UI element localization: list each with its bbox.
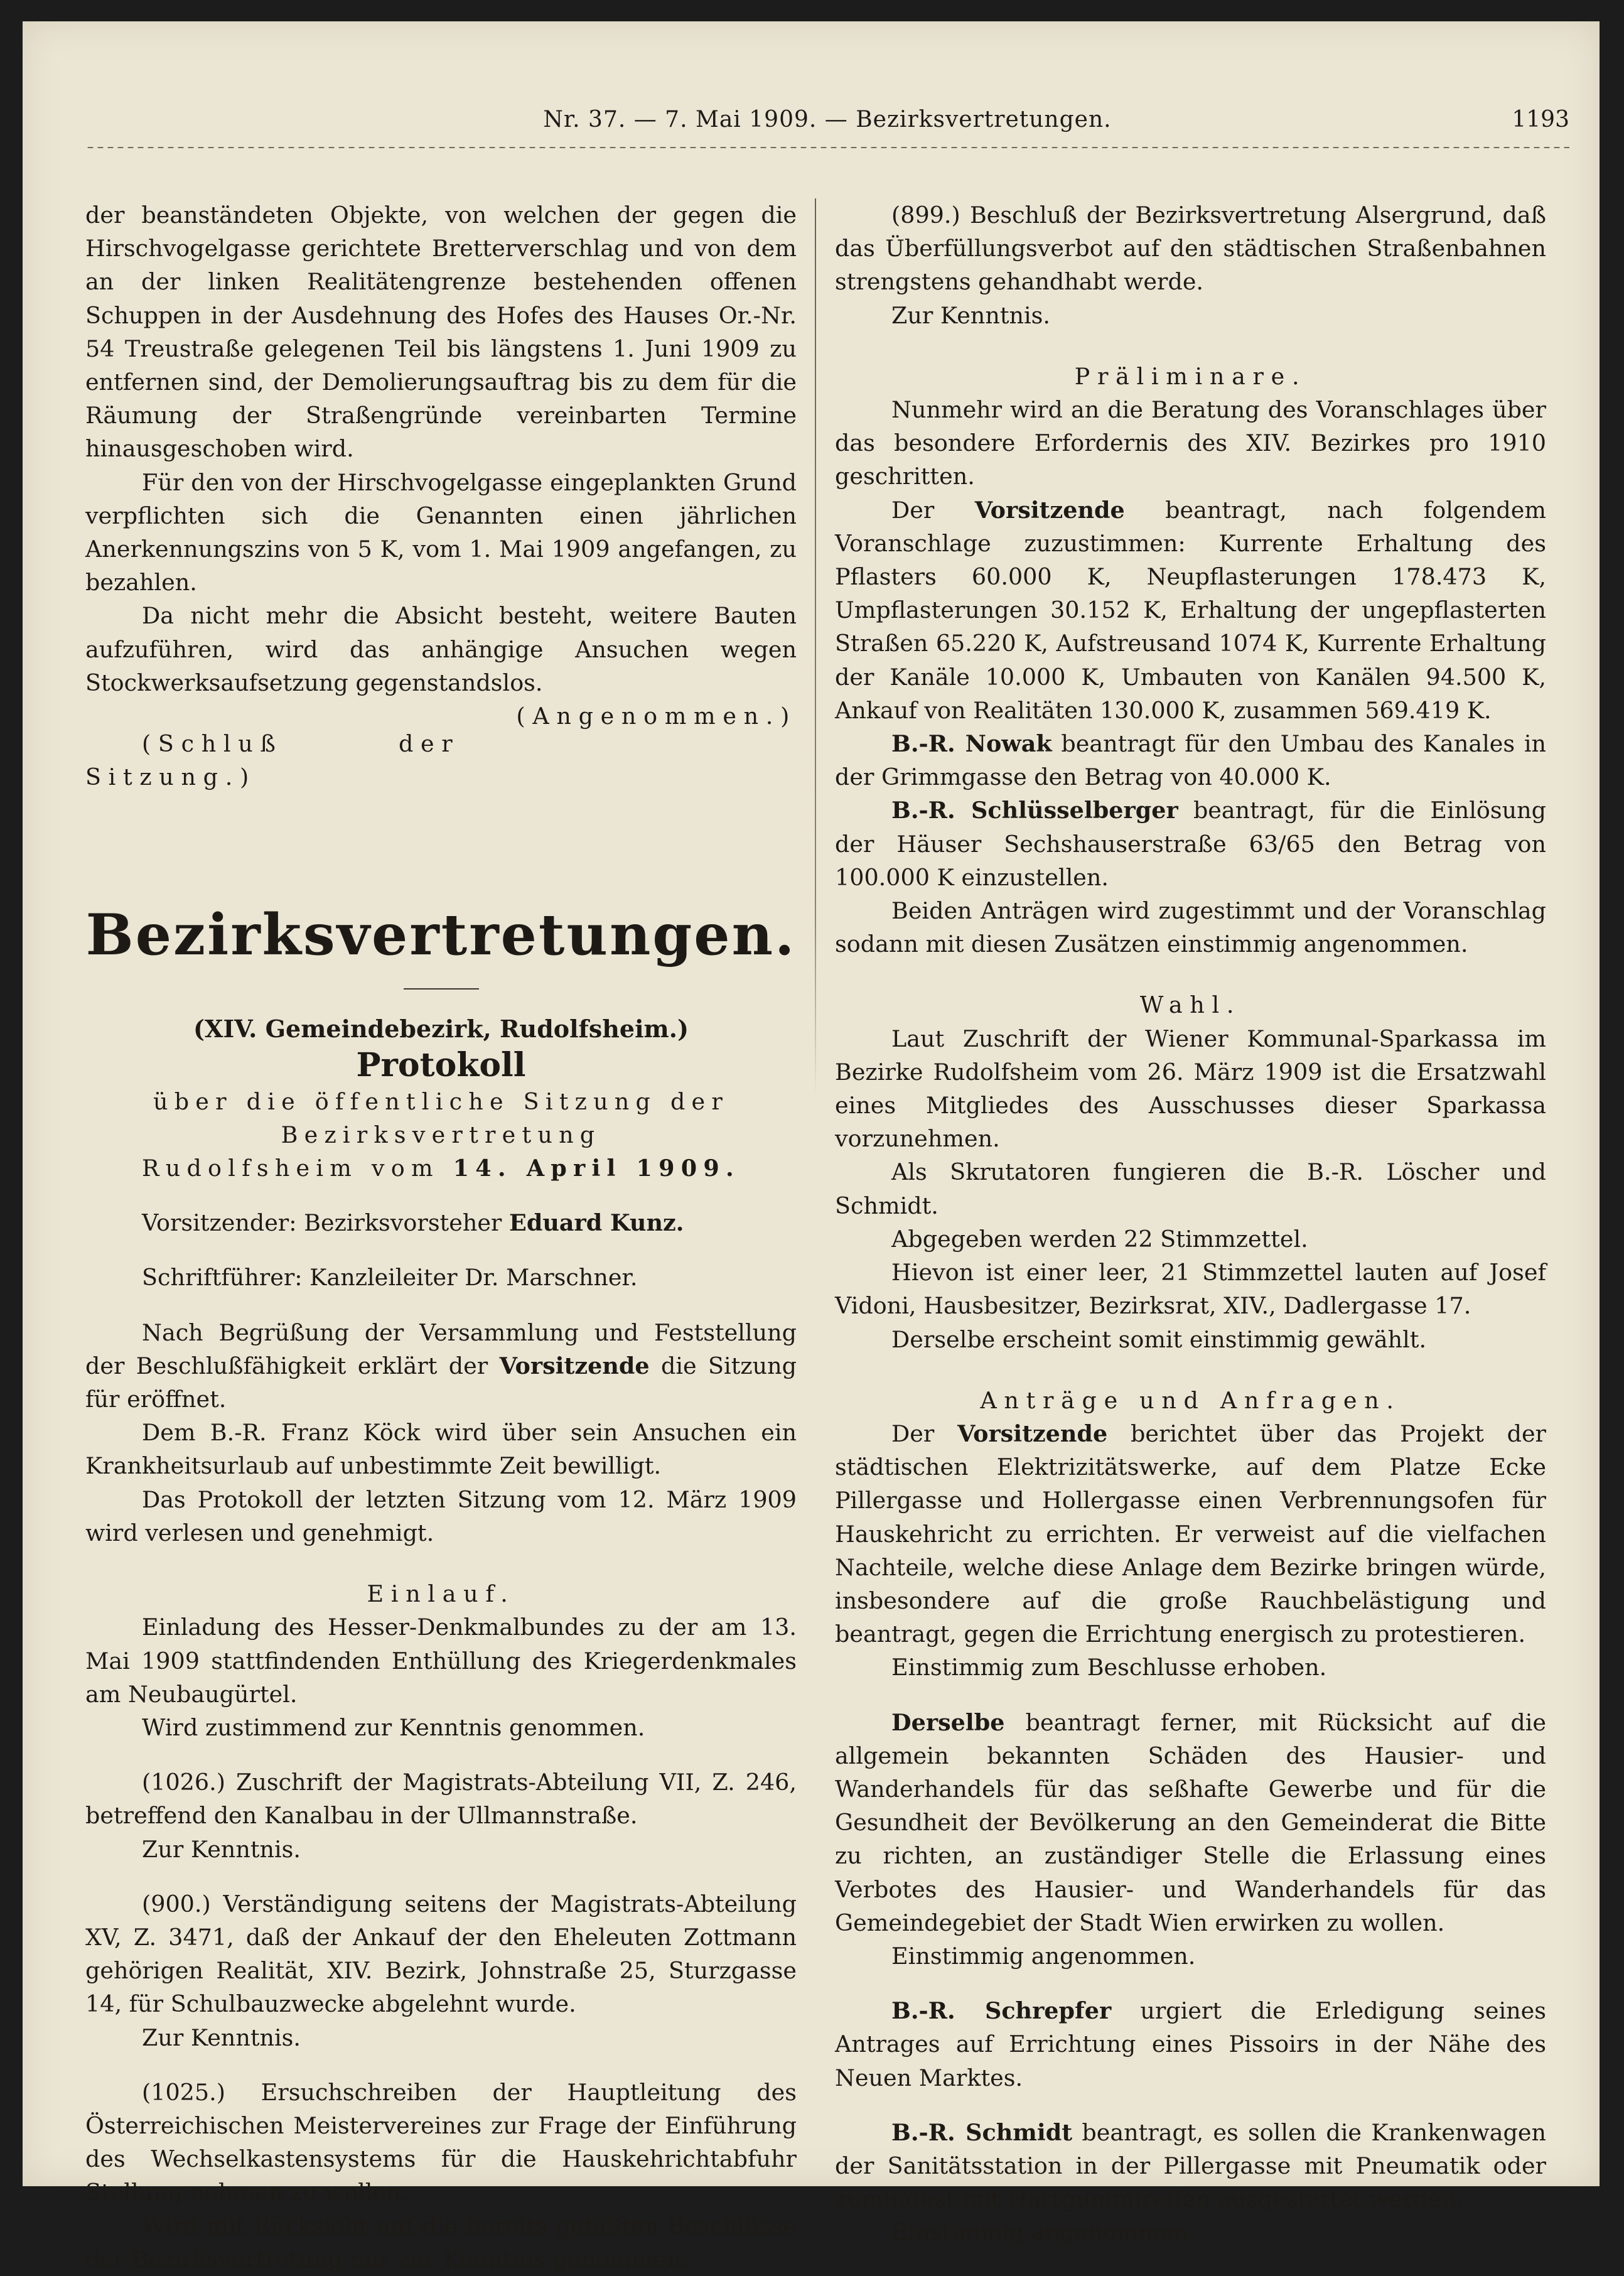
speaker-name: Vorsitzende [499,1352,650,1379]
chair-line [85,1206,797,1239]
paragraph: Als Skrutatoren fungieren die B.-R. Löscher und Schmidt. [835,1158,1546,1219]
speaker-name: B.-R. Schmidt [891,2118,1073,2146]
protokoll-heading: Protokoll [356,1045,526,1084]
paragraph: Einladung des Hesser-Denkmalbundes zu der am 13. Mai 1909 stattfindenden Enthüllung des Kriegerdenkmales am Neubaugürtel. [85,1614,797,1708]
paragraph: Einstimmig zum Beschlusse erhoben. [891,1654,1327,1681]
paragraph: Derselbe erscheint somit einstimmig gewählt. [891,1325,1427,1353]
speaker-name: Vorsitzende [957,1420,1108,1447]
paragraph: Einstimmig angenommen. [891,2219,1196,2246]
speaker-name: Derselbe [891,1708,1005,1736]
column-divider [815,198,816,1096]
chair-name: Eduard Kunz. [509,1209,684,1237]
newspaper-page [23,21,1600,2273]
left-column [85,198,797,2276]
session-closing: (Schluß der Sitzung.) [85,730,460,791]
paragraph: Hievon ist einer leer, 21 Stimmzettel lauten auf Josef Vidoni, Hausbesitzer, Bezirksrat, XIV., Dadlergasse 17. [835,1259,1546,1320]
speaker-name: B.-R. Schrepfer [891,1997,1112,2025]
district-heading: (XIV. Gemeindebezirk, Rudolfsheim.) [193,1015,689,1044]
paragraph-text: urgiert die Erledigung seines Antrages auf Errichtung eines Pissoirs in der Nähe des Neuen Marktes. [835,1997,1546,2091]
paragraph [835,1994,1546,2095]
speaker-name: Vorsitzende [974,496,1125,524]
paragraph: (899.) Beschluß der Bezirksvertretung Alsergrund, daß das Überfüllungsverbot auf den städtischen Straßenbahnen strengstens gehandhabt werde. [835,202,1546,296]
title-rule [404,988,479,990]
paragraph-text: Der [891,1420,935,1447]
paragraph: Wird mit Rücksicht auf die bereits gefaßten Beschlüsse der Bezirksvertretung nur zur Kenntnis genommen. [85,2212,797,2273]
paragraph-text: Der [891,496,935,524]
session-line: über die öffentliche Sitzung der Bezirksvertretung [153,1087,729,1148]
paragraph-text: beantragt ferner, mit Rücksicht auf die allgemein bekannten Schäden des Hausier- und Wanderhandels für das seßhafte Gewerbe und für die Gesundheit der Bevölkerung an den Gemeinderat die Bitte zu richten, an zuständiger Stelle die Erlassung eines Verbotes des Hausier- und Wanderhandels für das Gemeindegebiet der Stadt Wien erwirken zu wollen. [835,1708,1546,1936]
chair-label: Vorsitzender: Bezirksvorsteher [142,1209,502,1237]
paragraph [835,493,1546,727]
paragraph [835,727,1546,794]
paragraph-text: berichtet über das Projekt der städtischen Elektrizitätswerke, auf dem Platze Ecke Pillergasse und Hollergasse einen Verbrennungsofen für Hauskehricht zu errichten. Er verweist auf die vielfachen Nachteile, welche diese Anlage dem Bezirke bringen würde, insbesondere auf die große Rauchbelästigung und beantragt, gegen die Errichtung energisch zu protestieren. [835,1420,1546,1648]
paragraph-text: die Sitzung für eröffnet. [85,1352,797,1413]
header-rule [85,146,1569,152]
paragraph: Laut Zuschrift der Wiener Kommunal-Sparkassa im Bezirke Rudolfsheim vom 26. März 1909 ist die Ersatzwahl eines Mitgliedes des Ausschusses dieser Sparkassa vorzunehmen. [835,1025,1546,1153]
paragraph-text: Nach Begrüßung der Versammlung und Feststellung der Beschlußfähigkeit erklärt der [85,1319,797,1379]
paragraph: (1025.) Ersuchschreiben der Hauptleitung des Österreichischen Meistervereines zur Frage der Einführung des Wechselkastensystems für die Hauskehrichtabfuhr Stellung nehmen zu wollen. [85,2078,797,2206]
paragraph-text: beantragt für den Umbau des Kanales in der Grimmgasse den Betrag von 40.000 K. [835,730,1546,791]
paragraph-text: beantragt, es sollen die Krankenwagen der Sanitätsstation in der Pillergasse mit Pneumatik oder zumindest mit Hartgummireifen ausgestattet werden. [835,2118,1546,2213]
paragraph-text: beantragt, nach folgendem Voranschlage zuzustimmen: Kurrente Erhaltung des Pflasters 60.000 K, Neupflasterungen 178.473 K, Umpflasterungen 30.152 K, Erhaltung der ungepflasterten Straßen 65.220 K, Aufstreusand 1074 K, Kurrente Erhaltung der Kanäle 10.000 K, Umbauten von Kanälen 94.500 K, Ankauf von Realitäten 130.000 K, zusammen 569.419 K. [835,496,1546,724]
paragraph: Beiden Anträgen wird zugestimmt und der Voranschlag sodann mit diesen Zusätzen einstimmig angenommen. [835,897,1546,958]
header-title: Nr. 37. — 7. Mai 1909. — Bezirksvertretungen. [543,107,1112,132]
speaker-name: B.-R. Schlüsselberger [891,797,1178,824]
paragraph: Zur Kenntnis. [142,2024,301,2051]
paragraph [85,1316,797,1416]
page-number: 1193 [1512,107,1569,132]
paragraph: Abgegeben werden 22 Stimmzettel. [891,1225,1308,1253]
paragraph: Zur Kenntnis. [142,1835,301,1863]
wahl-heading: Wahl. [1139,991,1242,1019]
paragraph: Zur Kenntnis. [891,301,1051,329]
paragraph: Das Protokoll der letzten Sitzung vom 12. März 1909 wird verlesen und genehmigt. [85,1486,797,1546]
paragraph-text: Da nicht mehr die Absicht besteht, weitere Bauten aufzuführen, wird das anhängige Ansuchen wegen Stockwerksaufsetzung gegenstandslos. [85,602,797,696]
paragraph: der beanständeten Objekte, von welchen der gegen die Hirschvogelgasse gerichtete Bretterverschlag und von dem an der linken Realitätengrenze bestehenden offenen Schuppen in der Ausdehnung des Hofes des Hauses Or.-Nr. 54 Treustraße gelegenen Teil bis längstens 1. Juni 1909 zu entfernen sind, der Demolierungsauftrag bis zu dem für die Räumung der Straßengründe vereinbarten Termine hinausgeschoben wird. [85,202,797,463]
paragraph [835,1706,1546,1939]
paragraph: Einstimmig angenommen. [891,1942,1196,1970]
paragraph: (900.) Verständigung seitens der Magistrats-Abteilung XV, Z. 3471, daß der Ankauf der den Eheleuten Zottmann gehörigen Realität, XIV. Bezirk, Johnstraße 25, Sturzgasse 14, für Schulbauzwecke abgelehnt wurde. [85,1890,797,2018]
secretary-line: Schriftführer: Kanzleileiter Dr. Marschner. [142,1264,638,1292]
paragraph [835,1417,1546,1651]
paragraph: Für den von der Hirschvogelgasse eingeplankten Grund verpflichten sich die Genannten einen jährlichen Anerkennungszins von 5 K, vom 1. Mai 1909 angefangen, zu bezahlen. [85,468,797,596]
paragraph: (1026.) Zuschrift der Magistrats-Abteilung VII, Z. 246, betreffend den Kanalbau in der Ullmannstraße. [85,1769,797,1830]
session-place: Rudolfsheim vom [142,1155,439,1182]
speaker-name: B.-R. Nowak [891,730,1052,758]
paragraph [835,794,1546,894]
status-accepted: (Angenommen.) [516,703,797,730]
right-column [835,198,1546,2250]
antraege-heading: Anträge und Anfragen. [980,1386,1401,1414]
paragraph-text: beantragt, für die Einlösung der Häuser Sechshauserstraße 63/65 den Betrag von 100.000 K einzustellen. [835,797,1546,891]
paragraph: Nunmehr wird an die Beratung des Voranschlages über das besondere Erfordernis des XIV. Bezirkes pro 1910 geschritten. [835,396,1546,490]
paragraph [835,2116,1546,2216]
paragraph: Wird zustimmend zur Kenntnis genommen. [142,1713,645,1741]
einlauf-heading: Einlauf. [367,1580,515,1608]
session-line [85,1151,797,1185]
session-date: 14. April 1909. [453,1155,740,1182]
page-header [85,107,1569,163]
section-title: Bezirksvertretungen. [85,902,797,969]
paragraph: Dem B.-R. Franz Köck wird über sein Ansuchen ein Krankheitsurlaub auf unbestimmte Zeit bewilligt. [85,1419,797,1480]
paragraph [85,599,797,730]
praeliminare-heading: Präliminare. [1074,362,1307,390]
